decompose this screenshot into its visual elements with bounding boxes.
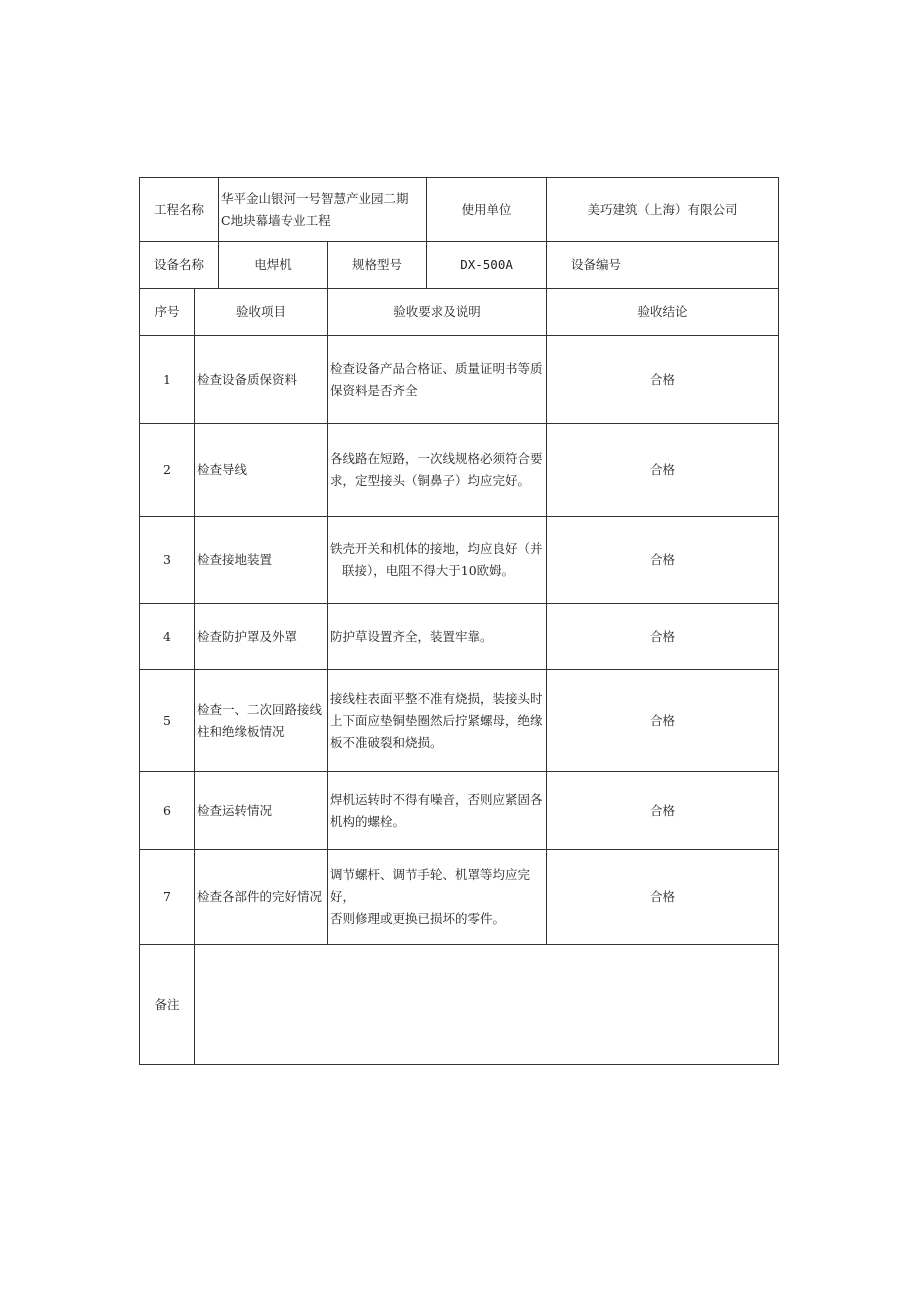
table-row: [140, 517, 779, 604]
row-requirement-line1: 防护草设置齐全，装置牢靠。: [330, 628, 493, 644]
row-result: 合格: [547, 670, 779, 772]
acceptance-table: [139, 177, 779, 1065]
row-requirement-line1: 检查设备产品合格证、质量证明书等质: [330, 360, 543, 376]
model-value: DX-500A: [427, 242, 547, 289]
row-result: 合格: [547, 424, 779, 517]
row-item: [195, 772, 328, 850]
remarks-row: [140, 945, 779, 1065]
row-result: 合格: [547, 772, 779, 850]
row-result: 合格: [547, 604, 779, 670]
row-item-line2: 柱和绝缘板情况: [197, 723, 285, 739]
project-name-line1: 华平金山银河一号智慧产业园二期: [221, 190, 409, 206]
row-number: 1: [140, 336, 195, 424]
row-item-line1: 检查设备质保资料: [197, 371, 298, 387]
table-row: [140, 772, 779, 850]
table-row: [140, 604, 779, 670]
equipment-name: 电焊机: [219, 242, 328, 289]
remarks-value: [195, 945, 779, 1065]
row-requirement-line2: 求，定型接头（铜鼻子）均应完好。: [330, 473, 531, 488]
table-row: [140, 670, 779, 772]
row-requirement: [328, 772, 547, 850]
col-item-header: 验收项目: [195, 289, 328, 336]
row-requirement-line1: 接线柱表面平整不准有烧损，装接头时: [330, 690, 543, 706]
row-result: 合格: [547, 850, 779, 945]
equipment-label: 设备名称: [140, 242, 219, 289]
row-result: 合格: [547, 517, 779, 604]
row-requirement: [328, 336, 547, 424]
project-name: [219, 178, 427, 242]
row-requirement-line2: 机构的螺栓。: [330, 813, 406, 829]
table-row: [140, 850, 779, 945]
row-item-line1: 检查各部件的完好情况: [197, 889, 323, 904]
row-requirement-line2: 保资料是否齐全: [330, 382, 418, 398]
row-item: [195, 336, 328, 424]
user-unit-value: 美巧建筑（上海）有限公司: [547, 178, 779, 242]
row-item-line1: 检查运转情况: [197, 802, 273, 818]
row-requirement-line3: 板不准破裂和烧损。: [330, 734, 443, 750]
col-no-header: 序号: [140, 289, 195, 336]
row-item: [195, 424, 328, 517]
row-requirement: [328, 670, 547, 772]
row-item: [195, 850, 328, 945]
row-item: [195, 670, 328, 772]
equipment-number: [547, 242, 779, 289]
col-conclusion-header: 验收结论: [547, 289, 779, 336]
col-requirement-header: 验收要求及说明: [328, 289, 547, 336]
table-row: [140, 424, 779, 517]
row-number: 5: [140, 670, 195, 772]
project-label: 工程名称: [140, 178, 219, 242]
model-label: 规格型号: [328, 242, 427, 289]
row-requirement: [328, 604, 547, 670]
column-header-row: [140, 289, 779, 336]
row-item: [195, 604, 328, 670]
row-number: 6: [140, 772, 195, 850]
row-item-line1: 检查一、二次回路接线: [197, 701, 323, 717]
row-requirement: [328, 517, 547, 604]
equipment-number-label: 设备编号: [571, 257, 622, 272]
row-item-line1: 检查防护罩及外罩: [197, 628, 298, 644]
table-row: [140, 336, 779, 424]
project-row: [140, 178, 779, 242]
row-number: 2: [140, 424, 195, 517]
row-requirement-line1: 铁壳开关和机体的接地，均应良好（并: [330, 541, 543, 556]
row-result: 合格: [547, 336, 779, 424]
row-item-line1: 检查接地装置: [197, 552, 273, 567]
remarks-label: 备注: [140, 945, 195, 1065]
row-requirement-line1: 调节螺杆、调节手轮、机罩等均应完好，: [330, 867, 531, 904]
row-requirement-line2: 上下面应垫铜垫圈然后拧紧螺母，绝缘: [330, 712, 543, 728]
row-requirement-line1: 各线路在短路，一次线规格必须符合要: [330, 451, 543, 466]
row-item: [195, 517, 328, 604]
row-requirement-line1: 焊机运转时不得有噪音，否则应紧固各: [330, 791, 543, 807]
user-unit-label: 使用单位: [427, 178, 547, 242]
row-number: 3: [140, 517, 195, 604]
equipment-row: [140, 242, 779, 289]
row-item-line1: 检查导线: [197, 462, 248, 477]
project-name-line2: C地块幕墙专业工程: [221, 212, 331, 228]
row-requirement: [328, 424, 547, 517]
row-requirement-line2: 联接），电阻不得大于10欧姆。: [342, 563, 515, 578]
row-requirement: [328, 850, 547, 945]
row-requirement-line2: 否则修理或更换已损坏的零件。: [330, 911, 506, 926]
row-number: 4: [140, 604, 195, 670]
row-number: 7: [140, 850, 195, 945]
